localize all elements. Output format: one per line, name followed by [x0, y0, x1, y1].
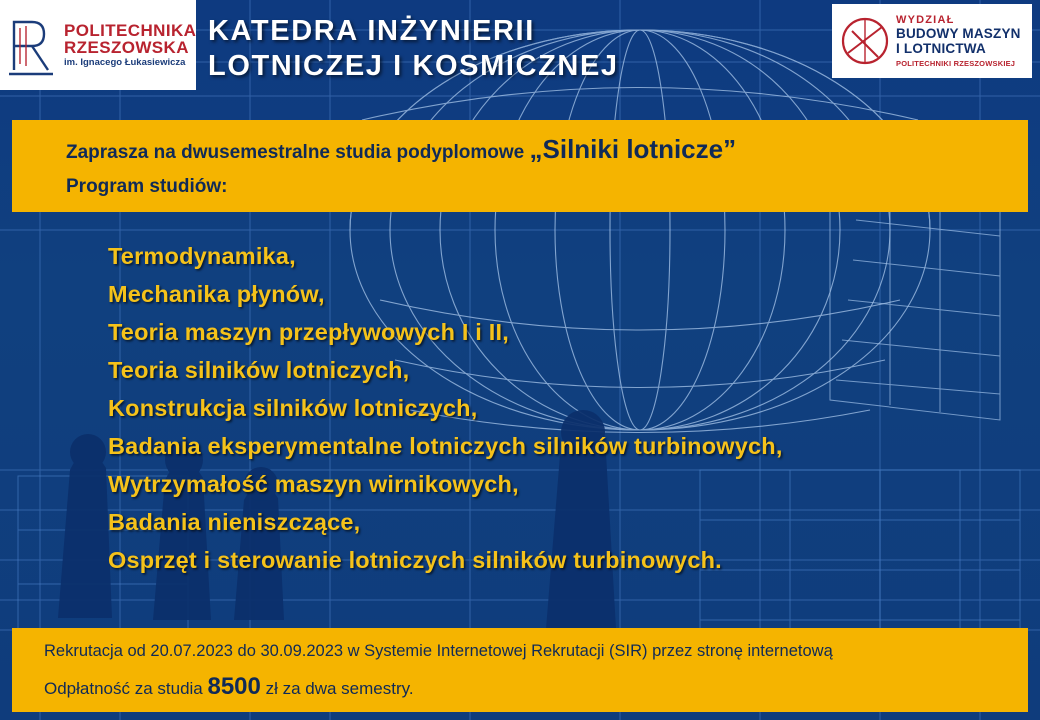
- list-item: Termodynamika,: [108, 243, 296, 269]
- list-item: Mechanika płynów,: [108, 281, 325, 307]
- faculty-logo-line3: I LOTNICTWA: [896, 41, 986, 57]
- university-logo-line1: POLITECHNIKA: [64, 20, 197, 40]
- invitation-line: [66, 134, 1028, 165]
- program-list: [108, 245, 988, 587]
- list-item: Teoria silników lotniczych,: [108, 357, 410, 383]
- page-title-line2: LOTNICZEJ I KOSMICZNEJ: [208, 50, 619, 83]
- university-logo-line3: im. Ignacego Łukasiewicza: [64, 57, 186, 69]
- fee-prefix: Odpłatność za studia: [44, 679, 208, 698]
- pr-monogram-icon: [6, 14, 58, 76]
- faculty-logo: [832, 4, 1032, 78]
- program-label: Program studiów:: [66, 176, 228, 197]
- header-band: [0, 0, 1040, 108]
- fee-amount: 8500: [207, 673, 261, 700]
- list-item: Teoria maszyn przepływowych I i II,: [108, 319, 509, 345]
- list-item: Konstrukcja silników lotniczych,: [108, 395, 478, 421]
- page-title-line1: KATEDRA INŻYNIERII: [208, 15, 535, 47]
- course-name: „Silniki lotnicze”: [529, 134, 737, 164]
- fee-info: [44, 673, 1028, 701]
- list-item: Badania eksperymentalne lotniczych silników turbinowych,: [108, 433, 783, 459]
- list-item: Osprzęt i sterowanie lotniczych silników turbinowych.: [108, 547, 722, 573]
- footer-panel: [12, 628, 1028, 712]
- faculty-logo-line2: BUDOWY MASZYN: [896, 26, 1021, 42]
- faculty-emblem-icon: [838, 13, 892, 69]
- invitation-prefix: Zaprasza na dwusemestralne studia podyplomowe: [66, 142, 530, 163]
- university-logo: [0, 0, 196, 90]
- faculty-logo-line4: POLITECHNIKI RZESZOWSKIEJ: [896, 58, 1016, 68]
- list-item: Badania nieniszczące,: [108, 509, 361, 535]
- recruitment-info: Rekrutacja od 20.07.2023 do 30.09.2023 w Systemie Internetowej Rekrutacji (SIR) przez stronę internetową: [44, 642, 833, 660]
- university-logo-line2: RZESZOWSKA: [64, 38, 189, 58]
- intro-panel: [12, 120, 1028, 212]
- fee-suffix: zł za dwa semestry.: [260, 679, 414, 698]
- page-title: [208, 14, 828, 85]
- faculty-logo-line1: WYDZIAŁ: [896, 14, 955, 27]
- list-item: Wytrzymałość maszyn wirnikowych,: [108, 471, 519, 497]
